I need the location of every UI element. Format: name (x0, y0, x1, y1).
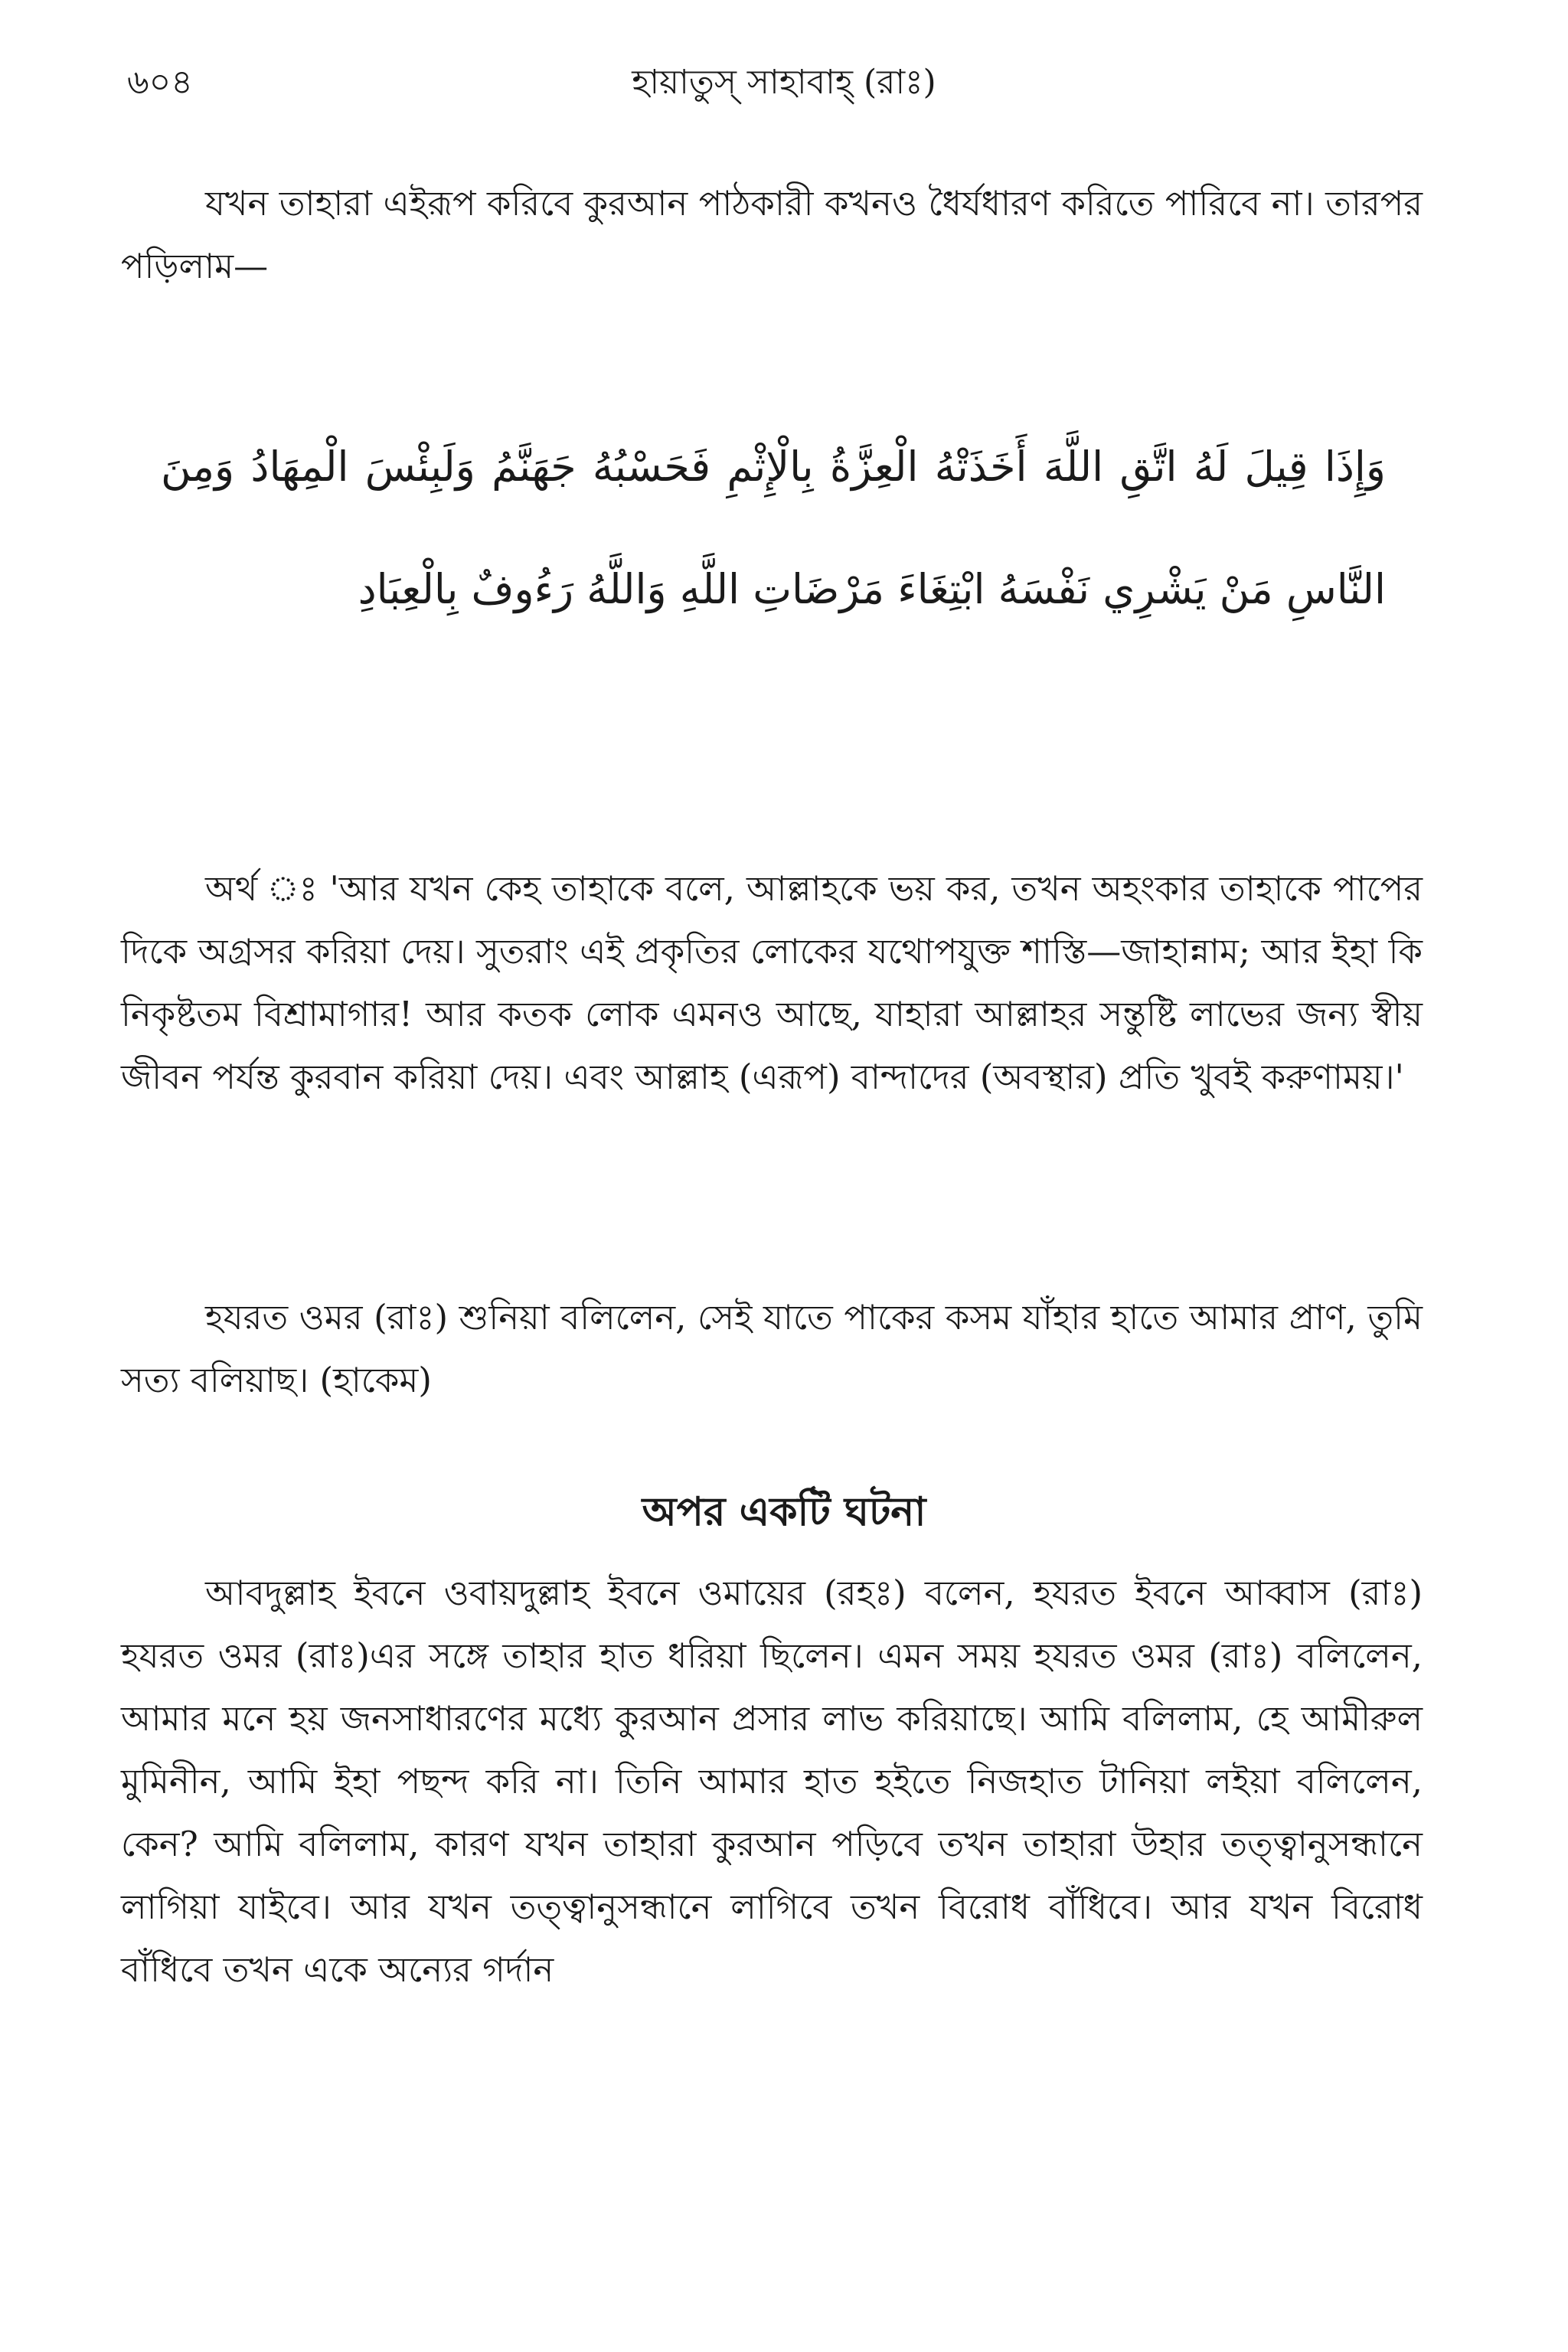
translation-paragraph: অর্থ ঃ 'আর যখন কেহ তাহাকে বলে, আল্লাহকে ভয় কর, তখন অহংকার তাহাকে পাপের দিকে অগ্রসর করিয়া দেয়। সুতরাং এই প্রকৃতির লোকের যথোপযুক্ত শাস্তি—জাহান্নাম; আর ইহা কি নিকৃষ্টতম বিশ্রামাগার! আর কতক লোক এমনও আছে, যাহারা আল্লাহর সন্তুষ্টি লাভের জন্য স্বীয় জীবন পর্যন্ত কুরবান করিয়া দেয়। এবং আল্লাহ (এরূপ) বান্দাদের (অবস্থার) প্রতি খুবই করুণাময়।' (121, 868, 1423, 1097)
running-title: হায়াতুস্ সাহাবাহ্ (রাঃ) (632, 63, 936, 102)
paragraph-intro: যখন তাহারা এইরূপ করিবে কুরআন পাঠকারী কখনও ধৈর্যধারণ করিতে পারিবে না। তারপর পড়িলাম— (121, 183, 1423, 286)
arabic-verse: وَإِذَا قِيلَ لَهُ اتَّقِ اللَّهَ أَخَذَتْهُ الْعِزَّةُ بِالْإِثْمِ فَحَسْبُهُ جَهَنَّمُ وَلَبِئْسَ الْمِهَادُ وَمِنَ النَّاسِ مَنْ يَشْرِي نَفْسَهُ ابْتِغَاءَ مَرْضَاتِ اللَّهِ وَاللَّهُ رَءُوفٌ بِالْعِبَادِ (161, 443, 1386, 613)
section-heading: অপর একটি ঘটনা (642, 1488, 926, 1535)
umar-response-paragraph: হযরত ওমর (রাঃ) শুনিয়া বলিলেন, সেই যাতে পাকের কসম যাঁহার হাতে আমার প্রাণ, তুমি সত্য বলিয়াছ। (হাকেম) (121, 1297, 1423, 1400)
story-paragraph: আবদুল্লাহ ইবনে ওবায়দুল্লাহ ইবনে ওমায়ের (রহঃ) বলেন, হযরত ইবনে আব্বাস (রাঃ) হযরত ওমর (রাঃ)এর সঙ্গে তাহার হাত ধরিয়া ছিলেন। এমন সময় হযরত ওমর (রাঃ) বলিলেন, আমার মনে হয় জনসাধারণের মধ্যে কুরআন প্রসার লাভ করিয়াছে। আমি বলিলাম, হে আমীরুল মুমিনীন, আমি ইহা পছন্দ করি না। তিনি আমার হাত হইতে নিজহাত টানিয়া লইয়া বলিলেন, কেন? আমি বলিলাম, কারণ যখন তাহারা কুরআন পড়িবে তখন তাহারা উহার তত্ত্বানুসন্ধানে লাগিয়া যাইবে। আর যখন তত্ত্বানুসন্ধানে লাগিবে তখন বিরোধ বাঁধিবে। আর যখন বিরোধ বাঁধিবে তখন একে অন্যের গর্দান (121, 1573, 1423, 1990)
page-number: ৬০৪ (127, 63, 193, 102)
